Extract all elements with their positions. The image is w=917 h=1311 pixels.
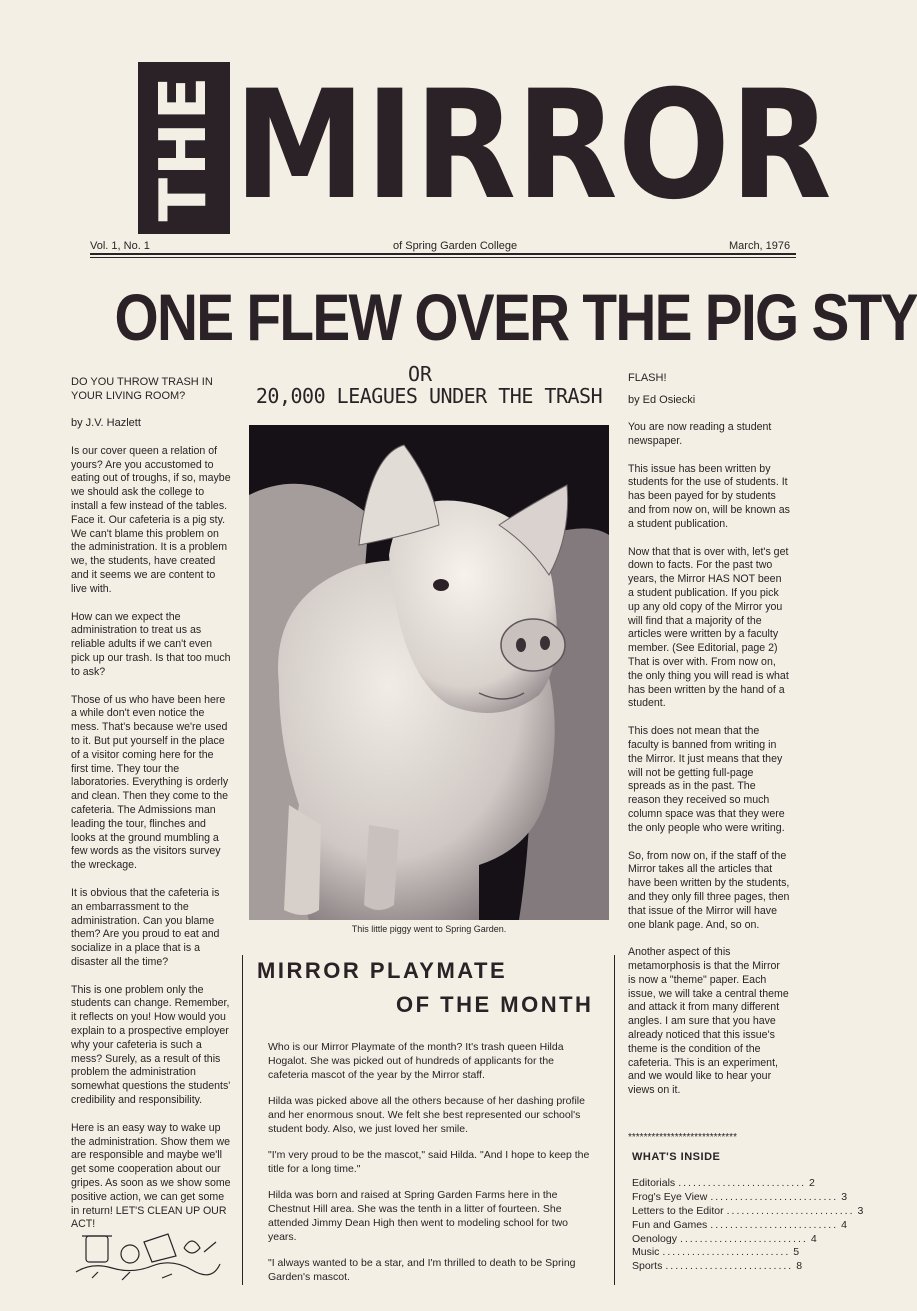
left-article-kicker: DO YOU THROW TRASH IN YOUR LIVING ROOM? [71, 376, 213, 402]
playmate-article [268, 1040, 590, 1296]
star-divider: **************************** [628, 1132, 737, 1143]
toc-item [632, 1177, 815, 1191]
toc-item [632, 1232, 817, 1247]
cover-photo [249, 425, 609, 920]
masthead-rule-thin [90, 257, 796, 258]
playmate-paragraph: Who is our Mirror Playmate of the month? It's trash queen Hilda Hogalot. She was picked out of hundreds of applicants for the cafeteria mascot of the year by the Mirror staff. [268, 1041, 564, 1081]
right-article-byline: by Ed Osiecki [628, 393, 696, 406]
subheadline: 20,000 LEAGUES UNDER THE TRASH [255, 384, 603, 408]
toc-leader: .......................... [726, 1204, 855, 1217]
trash-doodle-illustration [72, 1222, 224, 1284]
toc-page: 5 [793, 1246, 800, 1259]
toc-leader: .......................... [665, 1260, 794, 1273]
right-article-kicker: FLASH! [628, 372, 667, 384]
toc-item [632, 1204, 864, 1219]
masthead-rule [90, 253, 796, 255]
toc-item [632, 1246, 800, 1260]
toc-page: 8 [796, 1260, 803, 1273]
toc-item [632, 1260, 803, 1274]
playmate-paragraph: Hilda was born and raised at Spring Garden Farms here in the Chestnut Hill area. She was the tenth in a litter of fourteen. She attended Jimmy Dean High then went to modeling school for two years. [268, 1189, 568, 1243]
toc-label: Editorials [632, 1177, 676, 1189]
main-headline: ONE FLEW OVER THE PIG STY [114, 280, 917, 354]
toc-label: Oenology [632, 1232, 677, 1245]
playmate-box-left-border [242, 955, 243, 1285]
right-article-paragraph: This does not mean that the faculty is banned from writing in the Mirror. It just means that they will not be getting full-page spreads as in the past. The reason they received so much column space was that they were the only people who were writing. [628, 725, 785, 834]
college-name: of Spring Garden College [393, 240, 518, 252]
table-of-contents [632, 1177, 864, 1274]
left-article-paragraph: Those of us who have been here a while don't even notice the mess. That's because we're used to it. But put yourself in the place of a visitor coming here for the first time. They tour the laboratories. Everything is orderly and clean. Then they come to the cafeteria. The Admissions man leading the tour, flinches and looks at the ground mumbling a few words as the visitors survey the wreckage. [71, 693, 229, 872]
issue-date: March, 1976 [729, 240, 791, 252]
right-article-paragraph: Another aspect of this metamorphosis is that the Mirror is now a "theme" paper. Each issue, we will take a central theme and attack it from many different angles. I am sure that you have already noticed that this issue's theme is the condition of the cafeteria. This is an experiment, and we would like to hear your views on it. [628, 946, 789, 1097]
left-article-paragraph: It is obvious that the cafeteria is an embarrassment to the administration. Can you blame them? Are you proud to eat and socialize in a place that is a disaster all the time? [71, 886, 220, 968]
toc-page: 4 [810, 1232, 817, 1245]
right-article-paragraph: So, from now on, if the staff of the Mirror takes all the articles that have been written by the students, and they only fill three pages, then that issue of the Mirror will have one blank page. And, so on. [628, 849, 790, 931]
toc-item [632, 1218, 847, 1233]
volume-info: Vol. 1, No. 1 [90, 240, 150, 252]
toc-leader: .......................... [679, 1232, 808, 1245]
photo-caption: This little piggy went to Spring Garden. [351, 924, 507, 934]
right-article-paragraph: This issue has been written by students for the use of students. It has been payed for by students and from now on, will be known as a student publication. [628, 462, 790, 530]
playmate-title-line2: OF THE MONTH [396, 992, 594, 1017]
toc-leader: .......................... [710, 1190, 839, 1203]
toc-leader: .......................... [710, 1218, 839, 1231]
right-article-paragraph: You are now reading a student newspaper. [628, 421, 772, 447]
toc-leader: .......................... [678, 1177, 807, 1189]
toc-leader: .......................... [662, 1246, 791, 1259]
toc-label: Music [632, 1246, 660, 1259]
left-article-paragraph: How can we expect the administration to treat us as reliable adults if we can't even pick up our trash. Is that too much to ask? [71, 610, 231, 678]
right-article-paragraph: Now that that is over with, let's get down to facts. For the past two years, the Mirror HAS NOT been a student publication. If you pick up any old copy of the Mirror you will find that a majority of the articles were written by a faculty member. (See Editorial, page 2) That is over with. From now on, the only thing you will read is what has been written by the hand of a student. [628, 545, 789, 710]
playmate-paragraph: Hilda was picked above all the others because of her dashing profile and her enormous snout. We felt she best represented our school's student body. Also, we just loved her smile. [268, 1095, 585, 1135]
right-article [628, 372, 790, 1112]
playmate-paragraph: "I'm very proud to be the mascot," said Hilda. "And I hope to keep the title for a long time." [268, 1149, 590, 1175]
left-article [71, 376, 233, 1246]
toc-page: 4 [841, 1218, 847, 1231]
headline-or: OR [407, 362, 433, 386]
toc-page: 3 [857, 1204, 864, 1217]
whats-inside-title: WHAT'S INSIDE [632, 1151, 721, 1163]
masthead-the-block [138, 62, 230, 234]
playmate-title-line1: MIRROR PLAYMATE [257, 958, 508, 983]
toc-page: 3 [841, 1190, 848, 1203]
playmate-paragraph: "I always wanted to be a star, and I'm thrilled to death to be Spring Garden's mascot. [268, 1257, 576, 1283]
toc-label: Fun and Games [632, 1218, 708, 1231]
toc-label: Letters to the Editor [632, 1204, 724, 1217]
masthead-title: MIRROR [234, 59, 832, 233]
masthead-the: THE [147, 74, 221, 222]
toc-label: Frog's Eye View [632, 1190, 708, 1203]
left-article-paragraph: Here is an easy way to wake up the administration. Show them we are responsible and maybe we'll get some cooperation about our gripes. As soon as we show some positive action, we can get some in return! LET'S CLEAN UP OUR ACT! [71, 1121, 231, 1231]
pig-photo [249, 425, 609, 920]
toc-item [632, 1190, 848, 1205]
toc-page: 2 [809, 1177, 815, 1189]
toc-label: Sports [632, 1260, 663, 1273]
masthead [138, 59, 832, 234]
left-article-byline: by J.V. Hazlett [71, 417, 141, 429]
left-article-paragraph: This is one problem only the students can change. Remember, it reflects on you! How would you explain to a prospective employer why your cafeteria is such a mess? Surely, as a result of this problem the administration somewhat questions the students' credibility and responsibility. [71, 983, 231, 1107]
playmate-box-right-border [614, 955, 615, 1285]
left-article-paragraph: Is our cover queen a relation of yours? Are you accustomed to eating out of troughs, if so, maybe we should ask the college to install a few instead of the tables. Face it. Our cafeteria is a pig sty. We can't blame this problem on the administration. It is a problem we, the students, have created and it seems we are content to live with. [71, 444, 231, 595]
